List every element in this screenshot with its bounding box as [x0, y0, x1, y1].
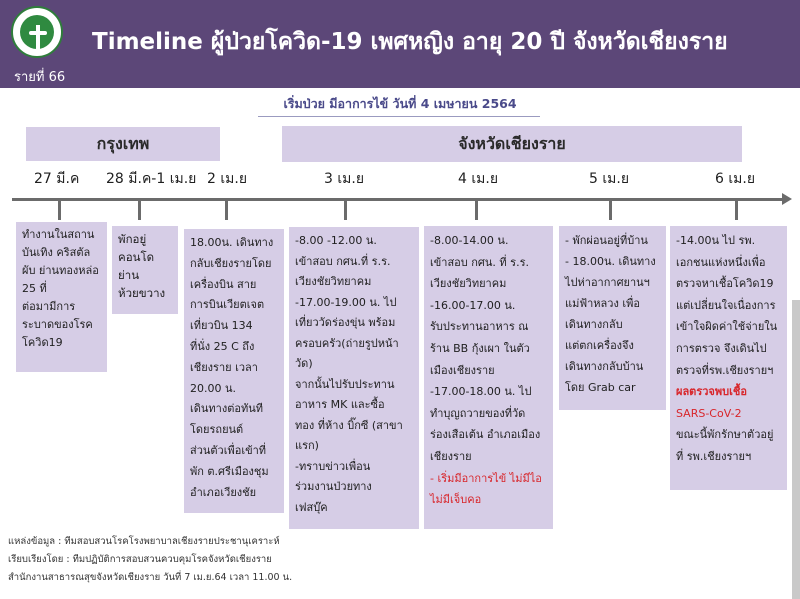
event-line: พักอยู่ [118, 232, 147, 246]
event-line: ครอบครัว(ถ่ายรูปหน้า [295, 336, 399, 350]
event-line: เข้าใจผิดค่าใช้จ่ายใน [676, 320, 778, 334]
timeline-event-box [559, 226, 666, 410]
event-line: โควิด19 [22, 336, 63, 349]
event-line: ทำบุญถวายของที่วัด [430, 406, 526, 420]
event-line: เวียงชัยวิทยาคม [430, 277, 507, 291]
event-line: -8.00 -12.00 น. [295, 234, 377, 247]
event-line: ที่นั่ง 25 C ถึง [190, 339, 255, 353]
test-result-line: SARS-CoV-2 [676, 406, 742, 420]
event-line: เที่ยววัดร่องขุ่น พร้อม [295, 316, 396, 329]
event-line: 18.00น. เดินทาง [190, 236, 274, 249]
event-line: เดินทางกลับ [565, 318, 623, 331]
event-line: ตรวจที่รพ.เชียงรายฯ [676, 363, 774, 377]
region-bangkok: กรุงเทพ [26, 127, 220, 161]
event-line: อาหาร MK และซื้อ [295, 398, 385, 411]
timeline-axis [12, 198, 784, 201]
event-line: โดยรถยนต์ [190, 423, 244, 437]
timeline-tick [344, 198, 347, 220]
event-line: คอนโด [118, 250, 155, 264]
event-line: เข้าสอบ กศน. ที่ ร.ร. [430, 255, 529, 269]
event-line: ที่ รพ.เชียงรายฯ [676, 449, 752, 463]
event-line: วัด) [295, 357, 313, 370]
case-number: รายที่ 66 [14, 70, 66, 85]
footer-office-date: สำนักงานสาธารณสุขจังหวัดเชียงราย วันที่ 7 เม.ย.64 เวลา 11.00 น. [8, 572, 293, 583]
event-line: ร่วมงานป่วยทาง [295, 480, 372, 493]
event-line: ระบาดของโรค [22, 318, 93, 331]
event-line: ส่วนตัวเพื่อเข้าที่ [190, 443, 267, 457]
timeline-event-box [424, 226, 553, 529]
event-line: แต่เปลี่ยนใจเนื่องการ [676, 298, 776, 312]
event-line: รับประทานอาหาร ณ [430, 320, 529, 334]
footer-compiled-by: เรียบเรียงโดย : ทีมปฏิบัติการสอบสวนควบคุมโรคจังหวัดเชียงราย [8, 554, 272, 565]
event-line: แรก) [295, 439, 319, 452]
date-label: 28 มี.ค-1 เม.ย [106, 171, 197, 187]
timeline-event-box [112, 226, 178, 314]
timeline-event-box [670, 226, 787, 490]
timeline-tick [475, 198, 478, 220]
event-line: ทอง ที่ห้าง บิ๊กซี (สาขา [295, 418, 403, 432]
timeline-event-box [289, 227, 419, 529]
header-banner [0, 0, 800, 88]
moph-logo-icon [11, 6, 63, 58]
symptom-onset-line: ไม่มีเจ็บคอ [430, 493, 482, 507]
footer-source: แหล่งข้อมูล : ทีมสอบสวนโรคโรงพยาบาลเชียงรายประชานุเคราะห์ [8, 536, 280, 547]
event-line: แต่ตกเครื่องจึง [565, 339, 634, 352]
event-line: เฟสบุ๊ค [295, 500, 328, 514]
event-line: -16.00-17.00 น. [430, 298, 516, 312]
event-line: ทำงานในสถาน [22, 228, 95, 241]
timeline-event-box [184, 229, 284, 513]
event-line: การตรวจ จึงเดินไป [676, 341, 767, 355]
event-line: จากนั้นไปรับประทาน [295, 377, 395, 391]
timeline-arrow-icon [782, 193, 792, 205]
event-line: -8.00-14.00 น. [430, 234, 509, 247]
timeline-tick [225, 198, 228, 220]
event-line: เข้าสอบ กศน.ที่ ร.ร. [295, 254, 391, 268]
event-line: ตรวจหาเชื้อโควิด19 [676, 277, 774, 291]
timeline-tick [735, 198, 738, 220]
event-line: - พักผ่อนอยู่ที่บ้าน [565, 234, 648, 247]
event-line: กลับเชียงรายโดย [190, 256, 272, 270]
timeline-tick [138, 198, 141, 220]
timeline-event-box [16, 222, 107, 372]
event-line: เที่ยวบิน 134 [190, 319, 253, 333]
event-line: - 18.00น. เดินทาง [565, 255, 656, 268]
event-line: บันเทิง คริสตัล [22, 246, 91, 259]
event-line: ไปห่าอากาศยานฯ [565, 276, 650, 289]
event-line: เชียงราย [430, 449, 472, 463]
event-line: -14.00น ไป รพ. [676, 234, 756, 247]
event-line: โดย Grab car [565, 381, 636, 394]
test-result-line: ผลตรวจพบเชื้อ [676, 385, 747, 399]
symptom-onset-line: - เริ่มมีอาการไข้ ไม่มีไอ [430, 471, 542, 485]
date-label: 3 เม.ย [324, 171, 365, 187]
event-line: การบินเวียตเจต [190, 298, 265, 312]
event-line: ร่องเสือเต้น อำเภอเมือง [430, 428, 541, 442]
page-edge-shadow [792, 300, 800, 599]
page-title: Timeline ผู้ป่วยโควิด-19 เพศหญิง อายุ 20 ปี จังหวัดเชียงราย [92, 29, 728, 55]
event-line: -17.00-19.00 น. ไป [295, 295, 397, 309]
event-line: เมืองเชียงราย [430, 363, 495, 377]
event-line: พัก ต.ศรีเมืองชุม [190, 464, 269, 478]
event-line: เอกชนแห่งหนึ่งเพื่อ [676, 255, 766, 269]
event-line: ร้าน BB กุ้งเผา ในตัว [430, 341, 530, 355]
event-line: เวียงชัยวิทยาคม [295, 275, 372, 288]
date-label: 2 เม.ย [207, 171, 248, 187]
event-line: ต่อมามีการ [22, 300, 76, 313]
event-line: อำเภอเวียงชัย [190, 485, 257, 499]
onset-underline [258, 116, 540, 117]
timeline-tick [58, 198, 61, 220]
timeline-tick [609, 198, 612, 220]
event-line: ขณะนี้พักรักษาตัวอยู่ [676, 428, 774, 442]
event-line: ย่าน [118, 268, 140, 282]
event-line: เดินทางกลับบ้าน [565, 360, 644, 373]
date-label: 6 เม.ย [715, 171, 756, 187]
onset-text: เริ่มป่วย มีอาการไข้ วันที่ 4 เมษายน 2564 [283, 96, 517, 111]
event-line: เดินทางต่อทันที [190, 402, 263, 416]
event-line: เชียงราย เวลา [190, 360, 258, 374]
event-line: เครื่องบิน สาย [190, 277, 257, 291]
event-line: 20.00 น. [190, 381, 237, 395]
event-line: ห้วยขวาง [118, 286, 166, 300]
event-line: -17.00-18.00 น. ไป [430, 385, 532, 399]
date-label: 5 เม.ย [589, 171, 630, 187]
date-label: 27 มี.ค [34, 171, 80, 187]
event-line: แม่ฟ้าหลวง เพื่อ [565, 297, 640, 310]
region-chiangrai: จังหวัดเชียงราย [282, 126, 742, 162]
date-label: 4 เม.ย [458, 171, 499, 187]
event-line: -ทราบข่าวเพื่อน [295, 459, 371, 473]
event-line: ผับ ย่านทองหล่อ 25 ที่ [22, 264, 99, 295]
